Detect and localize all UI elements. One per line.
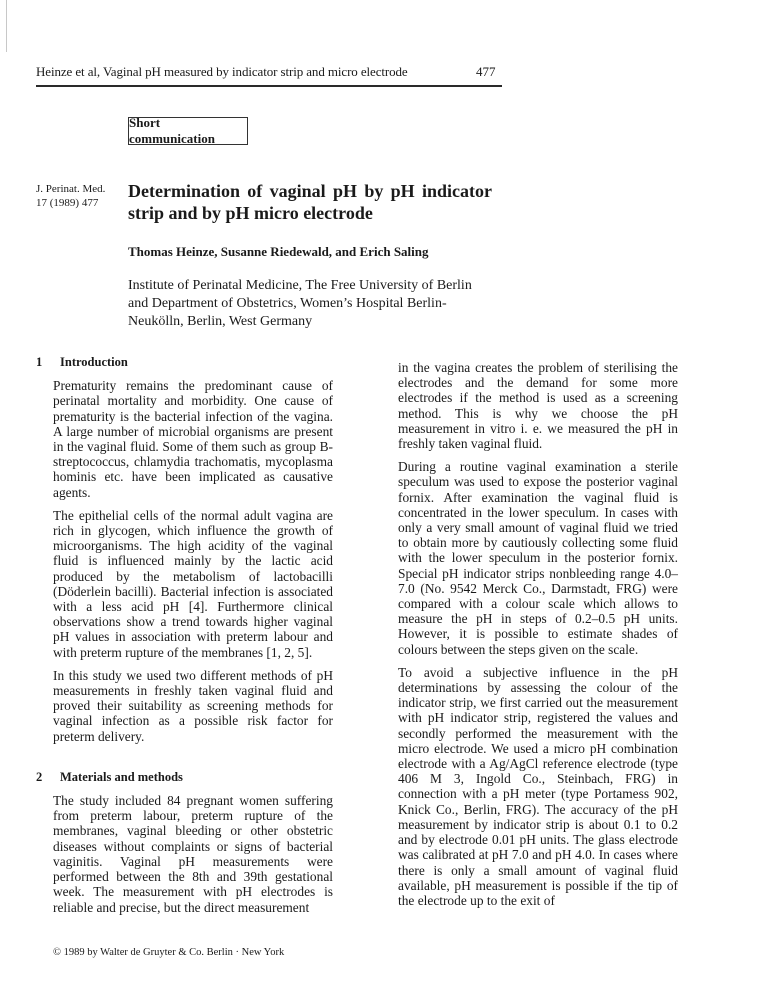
affiliation: Institute of Perinatal Medicine, The Free University of Berlin and Department of Obstetrics, Women’s Hospital Berlin-Neukölln, Berlin, West Germany: [128, 278, 472, 329]
section-title: Introduction: [60, 355, 128, 369]
section-title: Materials and methods: [60, 769, 183, 784]
section-number: 2: [36, 769, 43, 784]
left-column: [36, 355, 333, 923]
article-type-label: Short communication: [129, 115, 215, 146]
journal-name: J. Perinat. Med.: [36, 183, 106, 195]
article-title: Determination of vaginal pH by pH indicator strip and by pH micro electrode: [128, 181, 492, 223]
section-gap: [53, 752, 333, 770]
running-title: Heinze et al, Vaginal pH measured by indicator strip and micro electrode: [36, 64, 408, 79]
article-type-box: [128, 117, 248, 145]
copyright-notice: © 1989 by Walter de Gruyter & Co. Berlin · New York: [53, 947, 285, 958]
header-rule: [36, 85, 502, 87]
right-column: [398, 360, 678, 916]
paragraph: In this study we used two different methods of pH measurements in freshly taken vaginal fluid and proved their suitability as screening methods for vaginal infection as a possible risk factor for preterm delivery.: [53, 667, 333, 744]
section-heading-materials-methods: [36, 770, 333, 785]
section-number: 1: [36, 355, 43, 369]
paragraph: The study included 84 pregnant women suffering from preterm labour, preterm rupture of the membranes, vaginal bleeding or other obstetric diseases without complaints or signs of bacterial vaginitis. Vaginal pH measurements were performed between the 8th and 39th gestational week. The measurement with pH electrodes is reliable and precise, but the direct measurement: [53, 793, 333, 915]
authors: Thomas Heinze, Susanne Riedewald, and Erich Saling: [128, 244, 429, 259]
page-number: 477: [476, 64, 496, 79]
scan-edge-mark: [6, 0, 7, 52]
paragraph: To avoid a subjective influence in the pH determinations by assessing the colour of the indicator strip, we first carried out the measurement with pH indicator strip, registered the values and secondly performed the measurement with the micro electrode. We used a micro pH combination electrode with a Ag/AgCl reference electrode (type 406 M 3, Ingold Co., Steinbach, FRG) in connection with a pH meter (type Portamess 902, Knick Co., Berlin, FRG). The accuracy of the pH measurement by indicator strip is about 0.1 to 0.2 and by electrode 0.01 pH units. The glass electrode was calibrated at pH 7.0 and pH 4.0. In cases where there is only a small amount of vaginal fluid available, pH measurement is possible if the tip of the electrode up to the exit of: [398, 664, 678, 908]
journal-volume: 17 (1989) 477: [36, 197, 99, 209]
paragraph: During a routine vaginal examination a sterile speculum was used to expose the posterior vaginal fornix. After examination the vaginal fluid is concentrated in the lower speculum. In cases with only a very small amount of vaginal fluid we tried to obtain more by cautiously collecting some fluid with the lower speculum in the posterior fornix. Special pH indicator strips nonbleeding range 4.0–7.0 (No. 9542 Merck Co., Darmstadt, FRG) were compared with a colour scale which allows to measure the pH in steps of 0.2–0.5 pH units. However, it is possible to estimate shades of colours between the steps given on the scale.: [398, 459, 678, 657]
journal-reference: [36, 182, 105, 210]
paragraph: in the vagina creates the problem of sterilising the electrodes and the demand for some more electrodes if the method is used as a screening method. This is why we choose the pH measurement in vitro i. e. we measured the pH in freshly taken vaginal fluid.: [398, 360, 678, 452]
paragraph: The epithelial cells of the normal adult vagina are rich in glycogen, which influence the growth of microorganisms. The high acidity of the vaginal fluid is influenced mainly by the lactic acid produced by the metabolism of lactobacilli (Döderlein bacilli). Bacterial infection is associated with a less acid pH [4]. Furthermore clinical observations show a trend towards higher vaginal pH values in association with preterm labour and with preterm rupture of the membranes [1, 2, 5].: [53, 507, 333, 660]
section-heading-introduction: [36, 355, 333, 370]
paragraph: Prematurity remains the predominant cause of perinatal mortality and morbidity. One cause of prematurity is the bacterial infection of the vagina. A large number of microbial organisms are present in the vaginal fluid. Some of them such as group B-streptococcus, chlamydia trachomatis, mycoplasma hominis etc. have been implicated as causative agents.: [53, 378, 333, 500]
